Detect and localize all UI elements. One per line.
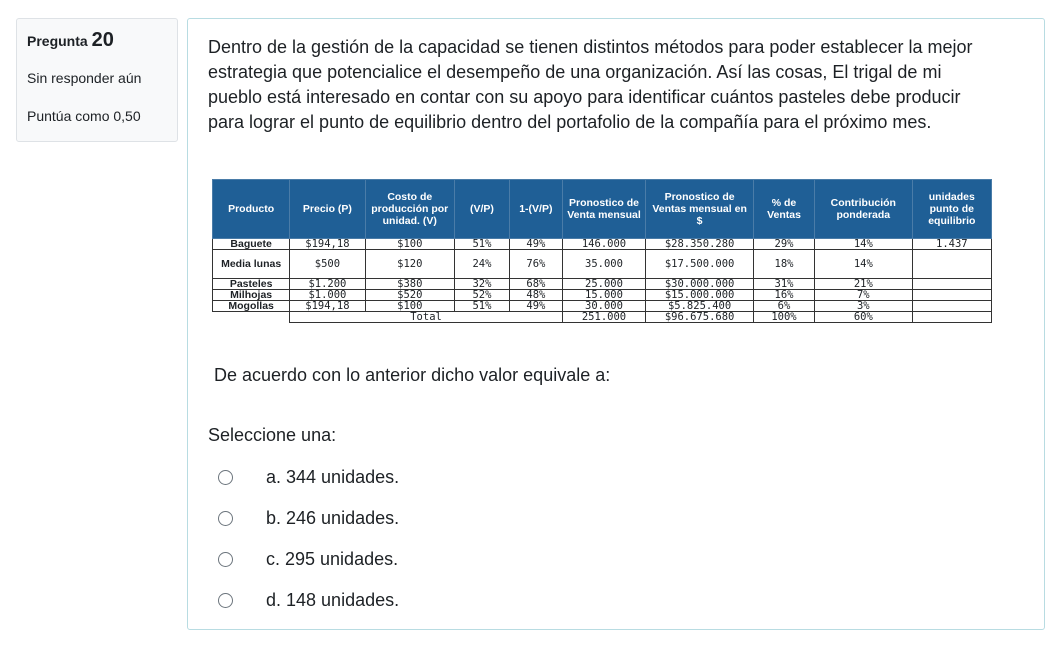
table-cell: 52% bbox=[455, 290, 510, 301]
table-cell: 14% bbox=[815, 239, 913, 250]
answer-label[interactable]: d. 148 unidades. bbox=[266, 590, 400, 610]
header-precio: Precio (P) bbox=[290, 180, 365, 239]
question-number bbox=[27, 29, 167, 52]
question-text: Dentro de la gestión de la capacidad se tienen distintos métodos para poder establecer la mejor estrategia que potencialice el desempeño de una organización. Así las cosas, El trigal de mi pueblo está interesado en contar con su apoyo para identificar cuántos pasteles debe producir para lograr el punto de equilibrio dentro del portafolio de la compañía para el próximo mes. bbox=[208, 37, 973, 132]
question-prompt: De acuerdo con lo anterior dicho valor equivale a: bbox=[214, 365, 611, 385]
question-prefix: Pregunta bbox=[27, 33, 88, 49]
header-vp: (V/P) bbox=[455, 180, 510, 239]
question-number-value: 20 bbox=[91, 29, 114, 51]
answer-option-d[interactable] bbox=[218, 580, 399, 621]
answer-option-c[interactable] bbox=[218, 539, 399, 580]
table-cell bbox=[912, 301, 991, 312]
table-cell: 51% bbox=[455, 239, 510, 250]
table-cell: $28.350.280 bbox=[646, 239, 754, 250]
table-cell: 3% bbox=[815, 301, 913, 312]
table-cell: 15.000 bbox=[562, 290, 645, 301]
table-cell: $194,18 bbox=[290, 301, 365, 312]
table-row bbox=[213, 279, 992, 290]
table-cell: Baguete bbox=[213, 239, 290, 250]
table-cell: 14% bbox=[815, 250, 913, 279]
table-cell: 30.000 bbox=[562, 301, 645, 312]
total-porcentaje: 100% bbox=[753, 312, 814, 323]
table-cell: 7% bbox=[815, 290, 913, 301]
table-cell: $17.500.000 bbox=[646, 250, 754, 279]
answer-label[interactable]: c. 295 unidades. bbox=[266, 549, 399, 569]
table-cell: Mogollas bbox=[213, 301, 290, 312]
answer-option-a[interactable] bbox=[218, 457, 399, 498]
table-row bbox=[213, 239, 992, 250]
table-cell: $120 bbox=[365, 250, 454, 279]
question-state: Sin responder aún bbox=[27, 70, 142, 86]
table-cell bbox=[912, 290, 991, 301]
table-cell: $5.825.400 bbox=[646, 301, 754, 312]
select-label: Seleccione una: bbox=[208, 425, 337, 445]
table-cell: $1.000 bbox=[290, 290, 365, 301]
radio-button[interactable] bbox=[218, 552, 233, 567]
answer-list bbox=[218, 457, 399, 621]
header-unidades: unidades punto de equilibrio bbox=[912, 180, 991, 239]
answer-option-b[interactable] bbox=[218, 498, 399, 539]
table-total-row bbox=[213, 312, 992, 323]
table-cell: Milhojas bbox=[213, 290, 290, 301]
header-1-vp: 1-(V/P) bbox=[509, 180, 562, 239]
table-cell: 48% bbox=[509, 290, 562, 301]
table-row bbox=[213, 250, 992, 279]
table-cell: $1.200 bbox=[290, 279, 365, 290]
table-cell: 49% bbox=[509, 239, 562, 250]
table-cell: $100 bbox=[365, 301, 454, 312]
question-content bbox=[187, 18, 1045, 630]
table-cell: $520 bbox=[365, 290, 454, 301]
table-cell: 35.000 bbox=[562, 250, 645, 279]
answer-label[interactable]: b. 246 unidades. bbox=[266, 508, 400, 528]
data-table bbox=[212, 179, 992, 323]
table-cell: $500 bbox=[290, 250, 365, 279]
header-producto: Producto bbox=[213, 180, 290, 239]
table-cell: 51% bbox=[455, 301, 510, 312]
table-cell-empty bbox=[213, 312, 290, 323]
table-cell: Pasteles bbox=[213, 279, 290, 290]
question-grade: Puntúa como 0,50 bbox=[27, 108, 141, 124]
table-cell: 1.437 bbox=[912, 239, 991, 250]
table-cell: 16% bbox=[753, 290, 814, 301]
total-contribucion: 60% bbox=[815, 312, 913, 323]
table-cell bbox=[912, 279, 991, 290]
total-ventas: $96.675.680 bbox=[646, 312, 754, 323]
question-info-panel bbox=[16, 18, 178, 142]
table-cell: 146.000 bbox=[562, 239, 645, 250]
radio-button[interactable] bbox=[218, 593, 233, 608]
total-label: Total bbox=[290, 312, 563, 323]
table-cell: 76% bbox=[509, 250, 562, 279]
table-cell: $15.000.000 bbox=[646, 290, 754, 301]
table-row bbox=[213, 290, 992, 301]
answer-label[interactable]: a. 344 unidades. bbox=[266, 467, 400, 487]
table-cell: 25.000 bbox=[562, 279, 645, 290]
table-cell: $30.000.000 bbox=[646, 279, 754, 290]
table-cell bbox=[912, 250, 991, 279]
header-costo: Costo de producción por unidad. (V) bbox=[365, 180, 454, 239]
table-cell: 29% bbox=[753, 239, 814, 250]
table-cell: 68% bbox=[509, 279, 562, 290]
table-cell: 18% bbox=[753, 250, 814, 279]
table-cell: 24% bbox=[455, 250, 510, 279]
radio-button[interactable] bbox=[218, 511, 233, 526]
header-ventas: Pronostico de Ventas mensual en $ bbox=[646, 180, 754, 239]
total-pronostico: 251.000 bbox=[562, 312, 645, 323]
table-cell: 32% bbox=[455, 279, 510, 290]
radio-button[interactable] bbox=[218, 470, 233, 485]
table-cell: Media lunas bbox=[213, 250, 290, 279]
table-cell: $380 bbox=[365, 279, 454, 290]
table-cell: 49% bbox=[509, 301, 562, 312]
table-cell: 21% bbox=[815, 279, 913, 290]
table-cell: 6% bbox=[753, 301, 814, 312]
table-header-row bbox=[213, 180, 992, 239]
header-porcentaje: % de Ventas bbox=[753, 180, 814, 239]
header-contribucion: Contribución ponderada bbox=[815, 180, 913, 239]
table-row bbox=[213, 301, 992, 312]
header-pronostico: Pronostico de Venta mensual bbox=[562, 180, 645, 239]
table-cell-empty bbox=[912, 312, 991, 323]
table-cell: 31% bbox=[753, 279, 814, 290]
table-cell: $100 bbox=[365, 239, 454, 250]
table-cell: $194,18 bbox=[290, 239, 365, 250]
